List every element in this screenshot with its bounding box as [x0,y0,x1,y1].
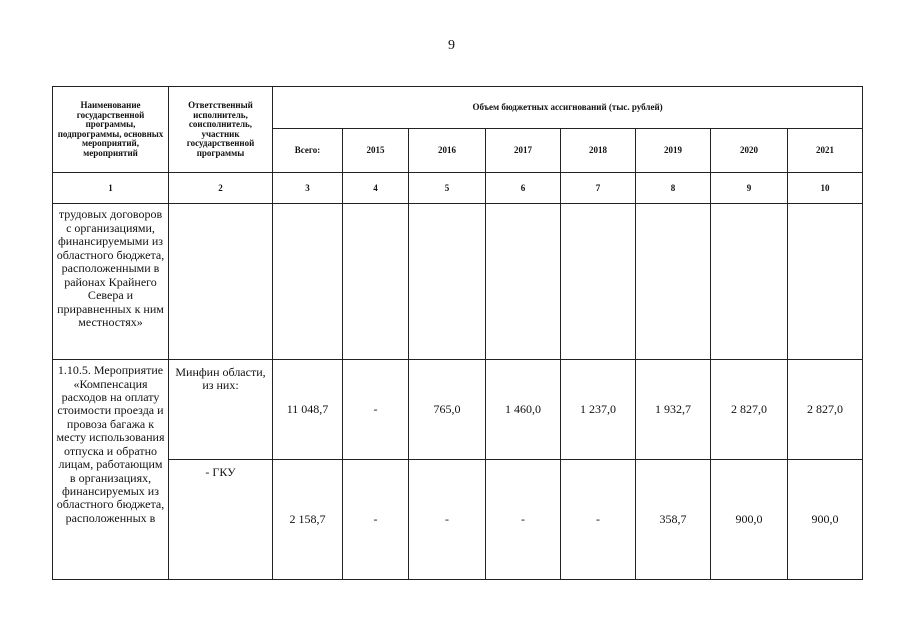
header-year-2018: 2018 [561,129,636,173]
value-2018: - [561,460,636,580]
col-number: 4 [343,173,409,204]
header-year-2016: 2016 [409,129,486,173]
header-budget: Объем бюджетных ассигнований (тыс. рублей) [273,87,863,129]
col-number: 3 [273,173,343,204]
empty-cell [636,204,711,360]
col-number: 5 [409,173,486,204]
value-2020: 2 827,0 [711,360,788,460]
budget-table [52,86,863,580]
value-2018: 1 237,0 [561,360,636,460]
col-number: 7 [561,173,636,204]
value-2015: - [343,360,409,460]
header-executor: Ответственный исполнитель, соисполнитель, участник государственной программы [169,87,273,173]
col-number: 9 [711,173,788,204]
value-2015: - [343,460,409,580]
empty-cell [409,204,486,360]
header-name: Наименование государственной программы, подпрограммы, основных мероприятий, мероприятий [53,87,169,173]
value-total: 2 158,7 [273,460,343,580]
executor-minfin: Минфин области, из них: [169,360,273,460]
empty-cell [273,204,343,360]
empty-cell [486,204,561,360]
value-2016: 765,0 [409,360,486,460]
col-number: 2 [169,173,273,204]
value-2016: - [409,460,486,580]
item-name: 1.10.5. Мероприятие «Компенсация расходов на оплату стоимости проезда и провоза багажа к месту использования отпуска и обратно лицам, работающим в организациях, финансируемых из областного бюджета, расположенных в [53,360,169,580]
col-number: 8 [636,173,711,204]
executor-gku: - ГКУ [169,460,273,580]
header-year-2020: 2020 [711,129,788,173]
value-2021: 2 827,0 [788,360,863,460]
empty-cell [711,204,788,360]
value-2021: 900,0 [788,460,863,580]
header-year-2019: 2019 [636,129,711,173]
continuation-text: трудовых договоров с организациями, финансируемыми из областного бюджета, расположенными в районах Крайнего Севера и приравненных к ним местностях» [53,204,169,360]
value-2020: 900,0 [711,460,788,580]
header-year-total: Всего: [273,129,343,173]
col-number: 10 [788,173,863,204]
empty-cell [788,204,863,360]
empty-cell [343,204,409,360]
value-2017: - [486,460,561,580]
empty-cell [169,204,273,360]
col-number: 6 [486,173,561,204]
empty-cell [561,204,636,360]
header-year-2021: 2021 [788,129,863,173]
header-year-2015: 2015 [343,129,409,173]
value-total: 11 048,7 [273,360,343,460]
value-2019: 1 932,7 [636,360,711,460]
col-number: 1 [53,173,169,204]
header-year-2017: 2017 [486,129,561,173]
page-number: 9 [448,38,455,53]
value-2017: 1 460,0 [486,360,561,460]
value-2019: 358,7 [636,460,711,580]
